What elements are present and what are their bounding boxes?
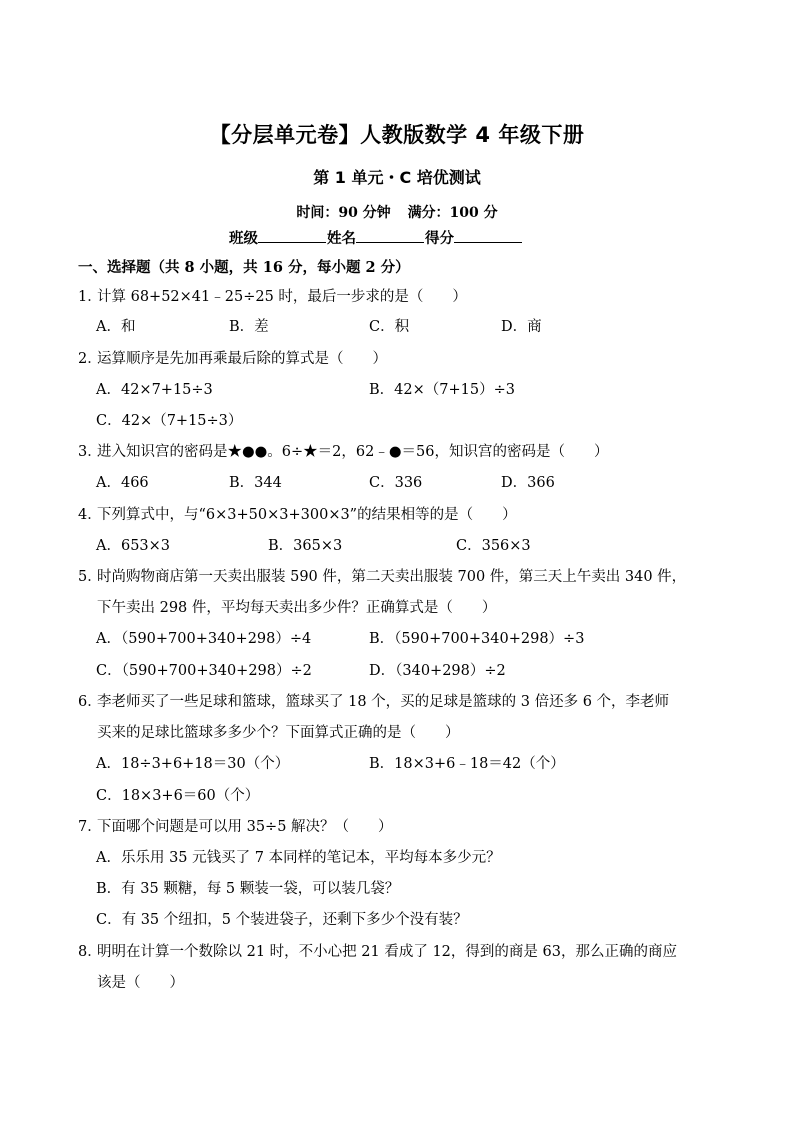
option-6a[interactable]: A．18÷3+6+18＝30（个） xyxy=(96,756,290,772)
option-3d[interactable]: D．366 xyxy=(501,475,555,491)
option-4c[interactable]: C．356×3 xyxy=(456,538,531,554)
option-2c[interactable]: C．42×（7+15÷3） xyxy=(96,413,243,429)
question-number: 3． xyxy=(78,444,102,460)
page-subtitle: 第 1 单元・C 培优测试 xyxy=(313,168,481,187)
question-text: 李老师买了一些足球和篮球，篮球买了 18 个，买的足球是篮球的 3 倍还多 6 个，李老师 xyxy=(97,694,670,710)
question-5 xyxy=(78,568,686,586)
question-number: 1． xyxy=(78,289,102,305)
option-3a[interactable]: A．466 xyxy=(96,475,149,491)
exam-time: 时间：90 分钟 xyxy=(296,205,391,221)
option-4b[interactable]: B．365×3 xyxy=(268,538,343,554)
name-blank[interactable] xyxy=(356,228,424,243)
question-number: 5． xyxy=(78,569,102,585)
question-text: 下列算式中，与“6×3+50×3+300×3”的结果相等的是（ ） xyxy=(97,507,517,523)
question-text: 计算 68+52×41﹣25÷25 时，最后一步求的是（ ） xyxy=(97,289,467,305)
option-5b[interactable]: B．（590+700+340+298）÷3 xyxy=(369,631,585,647)
option-7b[interactable]: B．有 35 颗糖，每 5 颗装一袋，可以装几袋？ xyxy=(96,881,400,897)
name-label: 姓名 xyxy=(327,230,356,247)
option-1d[interactable]: D．商 xyxy=(501,319,542,335)
class-blank[interactable] xyxy=(258,228,326,243)
question-1 xyxy=(78,288,467,306)
question-text: 运算顺序是先加再乘最后除的算式是（ ） xyxy=(97,351,387,367)
option-1b[interactable]: B．差 xyxy=(229,319,269,335)
question-text: 明明在计算一个数除以 21 时，不小心把 21 看成了 12，得到的商是 63，那么正确的商应 xyxy=(97,944,677,960)
exam-info xyxy=(0,202,794,222)
question-8-continued: 该是（ ） xyxy=(97,975,184,991)
option-2b[interactable]: B．42×（7+15）÷3 xyxy=(369,382,515,398)
class-label: 班级 xyxy=(229,230,258,247)
student-info-line xyxy=(229,227,523,248)
question-7 xyxy=(78,818,393,836)
option-2a[interactable]: A．42×7+15÷3 xyxy=(96,382,213,398)
question-4 xyxy=(78,506,517,524)
option-7a[interactable]: A．乐乐用 35 元钱买了 7 本同样的笔记本，平均每本多少元？ xyxy=(96,850,501,866)
page-title: 【分层单元卷】人教版数学 4 年级下册 xyxy=(209,123,585,147)
question-text: 下面哪个问题是可以用 35÷5 解决？（ ） xyxy=(97,819,393,835)
question-number: 7． xyxy=(78,819,102,835)
option-5d[interactable]: D．（340+298）÷2 xyxy=(369,663,506,679)
question-text: 进入知识宫的密码是★●●。6÷★＝2，62﹣●＝56，知识宫的密码是（ ） xyxy=(97,444,609,460)
exam-full-score: 满分：100 分 xyxy=(407,205,498,221)
question-number: 4． xyxy=(78,507,102,523)
question-6-continued: 买来的足球比篮球多多少个？下面算式正确的是（ ） xyxy=(97,725,460,741)
question-number: 2． xyxy=(78,351,102,367)
option-5c[interactable]: C．（590+700+340+298）÷2 xyxy=(96,663,312,679)
option-1c[interactable]: C．积 xyxy=(369,319,410,335)
question-number: 6． xyxy=(78,694,102,710)
question-3 xyxy=(78,443,608,461)
option-5a[interactable]: A．（590+700+340+298）÷4 xyxy=(96,631,312,647)
option-3b[interactable]: B．344 xyxy=(229,475,282,491)
score-label: 得分 xyxy=(425,230,454,247)
option-3c[interactable]: C．336 xyxy=(369,475,423,491)
score-blank[interactable] xyxy=(454,228,522,243)
question-2 xyxy=(78,350,387,368)
question-text: 时尚购物商店第一天卖出服装 590 件，第二天卖出服装 700 件，第三天上午卖出 340 件， xyxy=(97,569,687,585)
question-8 xyxy=(78,943,677,961)
question-5-continued: 下午卖出 298 件，平均每天卖出多少件？正确算式是（ ） xyxy=(97,600,497,616)
question-number: 8． xyxy=(78,944,102,960)
option-4a[interactable]: A．653×3 xyxy=(96,538,171,554)
option-1a[interactable]: A．和 xyxy=(96,319,136,335)
option-6c[interactable]: C．18×3+6＝60（个） xyxy=(96,788,260,804)
section-title: 一、选择题（共 8 小题，共 16 分，每小题 2 分） xyxy=(78,259,410,276)
option-7c[interactable]: C．有 35 个纽扣，5 个装进袋子，还剩下多少个没有装？ xyxy=(96,912,468,928)
question-6 xyxy=(78,693,669,711)
option-6b[interactable]: B．18×3+6﹣18＝42（个） xyxy=(369,756,565,772)
